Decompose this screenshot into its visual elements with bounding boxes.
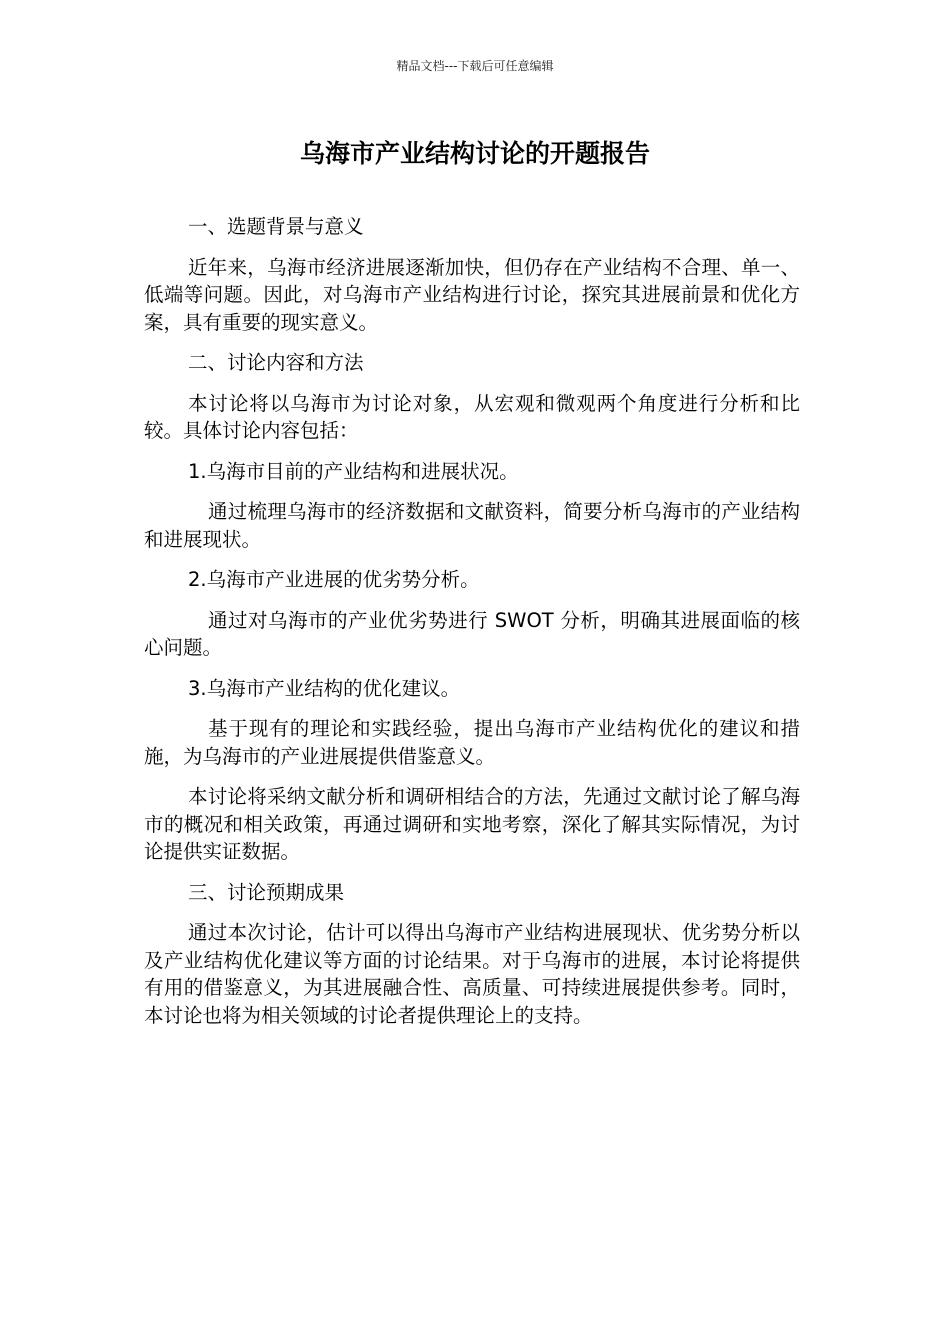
header-note: 精品文档---下载后可任意编辑: [396, 59, 554, 73]
paragraph-content-intro: 本讨论将以乌海市为讨论对象，从宏观和微观两个角度进行分析和比较。具体讨论内容包括：: [144, 391, 800, 442]
list-item-3-detail: 基于现有的理论和实践经验，提出乌海市产业结构优化的建议和措施，为乌海市的产业进展提供借鉴意义。: [144, 717, 800, 768]
paragraph-background: 近年来，乌海市经济进展逐渐加快，但仍存在产业结构不合理、单一、低端等问题。因此，对乌海市产业结构进行讨论，探究其进展前景和优化方案，具有重要的现实意义。: [144, 255, 800, 334]
document-title: 乌海市产业结构讨论的开题报告: [299, 139, 650, 168]
section-heading-expected-results: 三、讨论预期成果: [188, 880, 345, 904]
paragraph-method: 本讨论将采纳文献分析和调研相结合的方法，先通过文献讨论了解乌海市的概况和相关政策，再通过调研和实地考察，深化了解其实际情况，为讨论提供实证数据。: [144, 785, 800, 863]
list-item-1: 1.乌海市目前的产业结构和进展状况。: [188, 459, 519, 483]
section-heading-background: 一、选题背景与意义: [188, 215, 364, 238]
list-item-1-detail: 通过梳理乌海市的经济数据和文献资料，简要分析乌海市的产业结构和进展现状。: [144, 500, 800, 551]
document-body: [144, 213, 800, 1042]
list-item-2-detail: 通过对乌海市的产业优劣势进行 SWOT 分析，明确其进展面临的核心问题。: [144, 608, 800, 659]
section-heading-content-method: 二、讨论内容和方法: [188, 351, 364, 374]
list-item-2: 2.乌海市产业进展的优劣势分析。: [188, 568, 480, 591]
list-item-3: 3.乌海市产业结构的优化建议。: [188, 676, 461, 700]
paragraph-expected-results: 通过本次讨论，估计可以得出乌海市产业结构进展现状、优劣势分析以及产业结构优化建议等方面的讨论结果。对于乌海市的进展，本讨论将提供有用的借鉴意义，为其进展融合性、高质量、可持续进展提供参考。同时，本讨论也将为相关领域的讨论者提供理论上的支持。: [144, 921, 800, 1027]
